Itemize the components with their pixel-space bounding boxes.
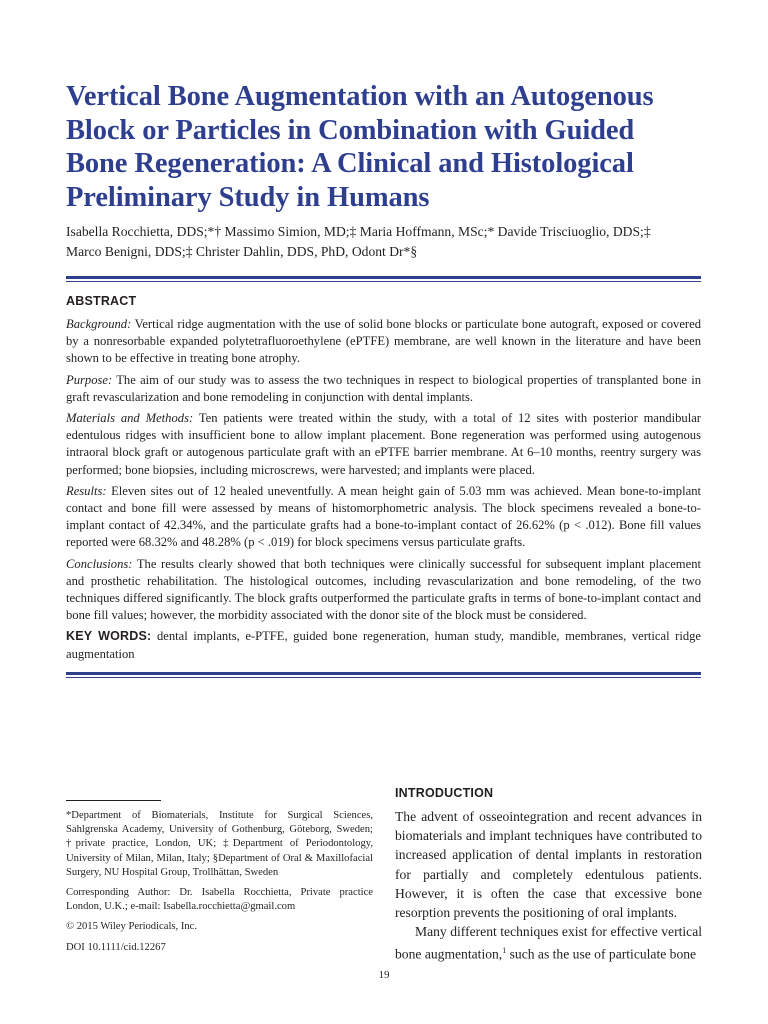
intro-paragraph: Many different techniques exist for effective vertical bone augmentation,$^1$ such as the use of particulate bone bbox=[395, 924, 702, 962]
intro-paragraph: The advent of osseointegration and recent advances in biomaterials and implant techniques have contributed to increased application of dental implants in restoration for partially and completely edentulous patients. However, it is often the case that excessive bone resorption prevents the positioning of oral implants. bbox=[395, 809, 702, 921]
abstract-background: Background: Vertical ridge augmentation with the use of solid bone blocks or particulate bone autograft, exposed or covered by a nonresorbable expanded polytetrafluoroethylene (ePTFE) membrane, are well known in the literature and have been shown to be effective in treating bone atrophy. bbox=[66, 317, 701, 366]
introduction-section bbox=[395, 786, 702, 964]
author-list bbox=[66, 222, 706, 262]
abstract-results: Results: Eleven sites out of 12 healed uneventfully. A mean height gain of 5.03 mm was achieved. Mean bone-to-implant contact and bone fill were assessed by means of histomorphometric analysis. The block specimens revealed a bone-to-implant contact of 42.34%, and the particulate grafts had a bone-to-implant contact of 26.62% (p < .012). Bone fill values reported were 68.32% and 48.28% (p < .019) for block specimens versus particulate grafts. bbox=[66, 483, 701, 550]
footnote-rule bbox=[66, 800, 161, 801]
abstract-methods: Materials and Methods: Ten patients were treated within the study, with a total of 12 sites with posterior mandibular edentulous ridges with insufficient bone to allow implant placement. Bone regeneration was performed using autogenous intraoral block graft or autogenous particulate graft with an ePTFE barrier membrane. At 6–10 months, reentry surgery was performed; bone biopsies, including microscrews, were harvested; and implants were placed. bbox=[66, 411, 701, 477]
title-line: Bone Regeneration: A Clinical and Histological bbox=[66, 148, 634, 179]
abstract-heading: ABSTRACT bbox=[66, 294, 137, 308]
page-number: 19 bbox=[378, 969, 390, 981]
abstract-divider bbox=[66, 672, 701, 678]
footnotes bbox=[66, 800, 373, 961]
author-line: Isabella Rocchietta, DDS;*† Massimo Simion, MD;‡ Maria Hoffmann, MSc;* Davide Trisciuoglio, DDS;‡ bbox=[66, 224, 651, 239]
author-line: Marco Benigni, DDS;‡ Christer Dahlin, DDS, PhD, Odont Dr*§ bbox=[66, 244, 418, 259]
corresponding-author: Corresponding Author: Dr. Isabella Rocchietta, Private practice London, U.K.; e-mail: Isabella.rocchietta@gmail.com bbox=[66, 887, 373, 913]
title-line: Vertical Bone Augmentation with an Autogenous bbox=[66, 81, 654, 112]
title-line: Block or Particles in Combination with Guided bbox=[66, 114, 635, 146]
abstract-conclusions: Conclusions: The results clearly showed that both techniques were clinically successful for subsequent implant placement and prosthetic rehabilitation. The histological outcomes, including revascularization and bone remodeling, of the two techniques differed significantly. The block grafts outperformed the particulate grafts in terms of bone-to-implant contact and bone fill values; however, the morbidity associated with the donor site of the block must be considered. bbox=[66, 556, 701, 623]
header-divider bbox=[66, 276, 701, 282]
title-line: Preliminary Study in Humans bbox=[66, 181, 430, 213]
doi: DOI 10.1111/cid.12267 bbox=[66, 941, 166, 953]
abstract-body bbox=[66, 316, 701, 667]
abstract-purpose: Purpose: The aim of our study was to assess the two techniques in respect to biological properties of transplanted bone in graft revascularization and bone remodeling in conjunction with dental implants. bbox=[66, 372, 701, 404]
article-title bbox=[66, 80, 716, 214]
keywords: KEY WORDS: dental implants, e-PTFE, guided bone regeneration, human study, mandible, membranes, vertical ridge augmentation bbox=[66, 629, 702, 661]
copyright: © 2015 Wiley Periodicals, Inc. bbox=[66, 921, 197, 933]
affiliations: *Department of Biomaterials, Institute for Surgical Sciences, Sahlgrenska Academy, University of Gothenburg, Göteborg, Sweden; †private practice, London, UK; ‡Department of Periodontology, University of Milan, Milan, Italy; §Department of Oral & Maxillofacial Surgery, NU Hospital Group, Trollhättan, Sweden bbox=[66, 810, 373, 878]
introduction-heading: INTRODUCTION bbox=[395, 786, 494, 800]
